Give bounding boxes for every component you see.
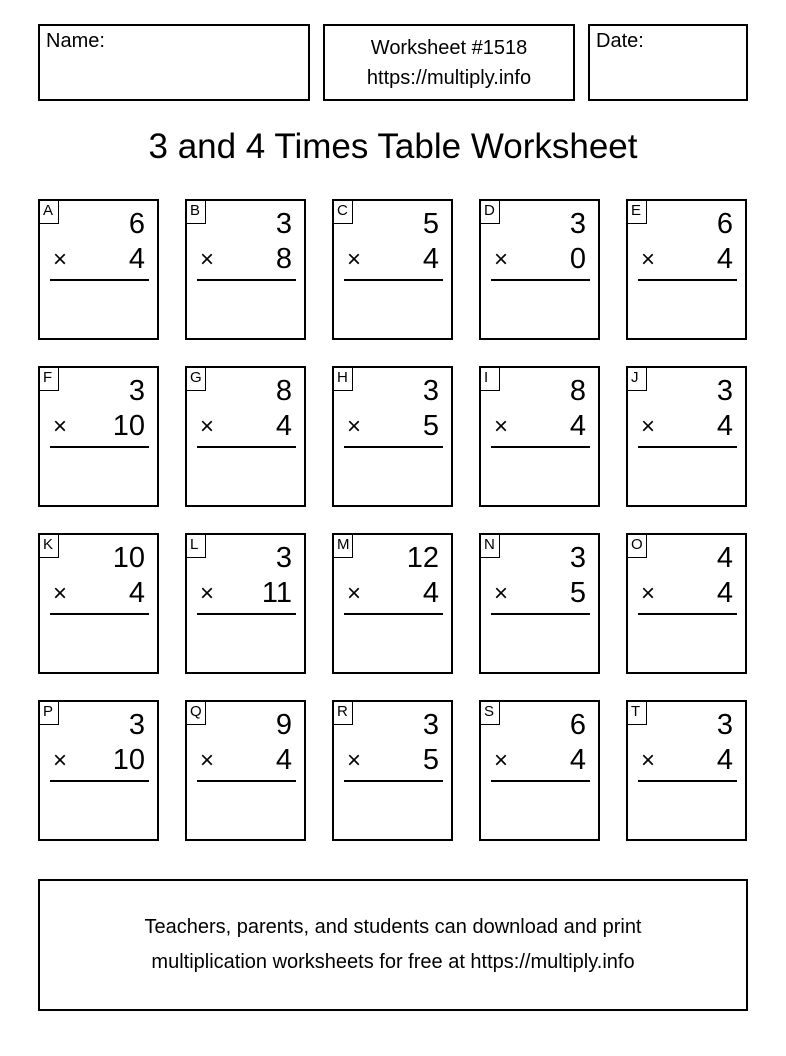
problem-box[interactable] [332,533,453,674]
multiply-sign-icon: × [641,246,656,273]
problem-bottom-number: 4 [569,744,586,776]
multiply-sign-icon: × [347,413,362,440]
problem-letter: M [334,535,353,558]
problem-top-number: 3 [128,375,145,407]
problem-box[interactable] [626,700,747,841]
problem-bottom-number: 4 [275,410,292,442]
problem-box[interactable] [185,199,306,340]
multiply-sign-icon: × [53,246,68,273]
problem-top-number: 9 [275,709,292,741]
name-field-box[interactable] [38,24,310,101]
answer-line [50,613,149,615]
problem-top-number: 3 [569,208,586,240]
problem-top-number: 12 [406,542,439,574]
problem-top-number: 6 [716,208,733,240]
problem-box[interactable] [479,366,600,507]
problem-top-number: 3 [716,709,733,741]
problem-letter: F [40,368,59,391]
problem-top-number: 3 [275,542,292,574]
problem-letter: P [40,702,59,725]
answer-line [638,446,737,448]
answer-line [197,446,296,448]
problem-box[interactable] [38,700,159,841]
problem-box[interactable] [38,533,159,674]
problem-bottom-number: 8 [275,243,292,275]
answer-line [197,613,296,615]
answer-line [638,279,737,281]
problem-top-number: 3 [716,375,733,407]
problem-bottom-number: 4 [422,577,439,609]
problem-top-number: 6 [128,208,145,240]
problem-top-number: 5 [422,208,439,240]
multiply-sign-icon: × [494,413,509,440]
answer-line [344,279,443,281]
answer-line [344,613,443,615]
problem-letter: J [628,368,647,391]
worksheet-info-box [323,24,575,101]
multiply-sign-icon: × [641,413,656,440]
problem-bottom-number: 4 [716,243,733,275]
multiply-sign-icon: × [494,747,509,774]
problem-top-number: 3 [275,208,292,240]
problem-top-number: 8 [569,375,586,407]
problem-top-number: 3 [422,709,439,741]
answer-line [50,279,149,281]
date-label: Date: [596,30,644,52]
problem-letter: D [481,201,500,224]
problem-letter: G [187,368,206,391]
answer-line [638,780,737,782]
problem-bottom-number: 4 [716,744,733,776]
problem-box[interactable] [185,366,306,507]
problem-box[interactable] [479,533,600,674]
multiply-sign-icon: × [200,747,215,774]
footer-line-2: multiplication worksheets for free at https://multiply.info [151,951,635,973]
problem-bottom-number: 5 [422,744,439,776]
problem-bottom-number: 5 [422,410,439,442]
answer-line [491,279,590,281]
problem-bottom-number: 4 [716,410,733,442]
answer-line [197,780,296,782]
problem-letter: N [481,535,500,558]
problem-top-number: 3 [569,542,586,574]
problem-box[interactable] [185,700,306,841]
problem-bottom-number: 4 [128,243,145,275]
problem-box[interactable] [38,366,159,507]
problem-letter: C [334,201,353,224]
multiply-sign-icon: × [200,413,215,440]
footer-box [38,879,748,1011]
answer-line [491,446,590,448]
problem-letter: T [628,702,647,725]
problem-top-number: 3 [128,709,145,741]
problem-box[interactable] [626,366,747,507]
problem-box[interactable] [626,199,747,340]
multiply-sign-icon: × [641,580,656,607]
problem-letter: E [628,201,647,224]
problem-letter: O [628,535,647,558]
answer-line [491,780,590,782]
answer-line [491,613,590,615]
problem-box[interactable] [479,700,600,841]
problem-letter: Q [187,702,206,725]
answer-line [344,780,443,782]
problem-top-number: 10 [112,542,145,574]
multiply-sign-icon: × [641,747,656,774]
problem-bottom-number: 4 [128,577,145,609]
problem-letter: B [187,201,206,224]
date-field-box[interactable] [588,24,748,101]
problem-letter: R [334,702,353,725]
problem-bottom-number: 4 [716,577,733,609]
problem-letter: A [40,201,59,224]
problem-letter: I [481,368,500,391]
problem-top-number: 8 [275,375,292,407]
problem-bottom-number: 10 [112,410,145,442]
problem-bottom-number: 5 [569,577,586,609]
name-label: Name: [46,30,105,52]
problem-box[interactable] [626,533,747,674]
problem-letter: K [40,535,59,558]
problem-bottom-number: 11 [261,577,292,609]
answer-line [197,279,296,281]
multiply-sign-icon: × [494,580,509,607]
multiply-sign-icon: × [53,413,68,440]
footer-line-1: Teachers, parents, and students can download and print [144,916,642,938]
answer-line [638,613,737,615]
multiply-sign-icon: × [494,246,509,273]
problem-box[interactable] [332,366,453,507]
problem-letter: L [187,535,206,558]
multiply-sign-icon: × [53,747,68,774]
multiply-sign-icon: × [53,580,68,607]
problem-letter: H [334,368,353,391]
problem-bottom-number: 4 [422,243,439,275]
problem-top-number: 3 [422,375,439,407]
page-title: 3 and 4 Times Table Worksheet [148,127,638,166]
answer-line [50,446,149,448]
site-url: https://multiply.info [366,67,532,89]
problem-bottom-number: 4 [569,410,586,442]
answer-line [344,446,443,448]
problem-bottom-number: 4 [275,744,292,776]
multiply-sign-icon: × [200,246,215,273]
problem-letter: S [481,702,500,725]
problem-box[interactable] [332,700,453,841]
problem-top-number: 6 [569,709,586,741]
problem-bottom-number: 10 [112,744,145,776]
problem-box[interactable] [332,199,453,340]
multiply-sign-icon: × [200,580,215,607]
multiply-sign-icon: × [347,747,362,774]
multiply-sign-icon: × [347,580,362,607]
problem-bottom-number: 0 [569,243,586,275]
worksheet-number: Worksheet #1518 [370,37,528,59]
problem-box[interactable] [479,199,600,340]
problem-box[interactable] [38,199,159,340]
problem-box[interactable] [185,533,306,674]
problem-top-number: 4 [716,542,733,574]
answer-line [50,780,149,782]
multiply-sign-icon: × [347,246,362,273]
